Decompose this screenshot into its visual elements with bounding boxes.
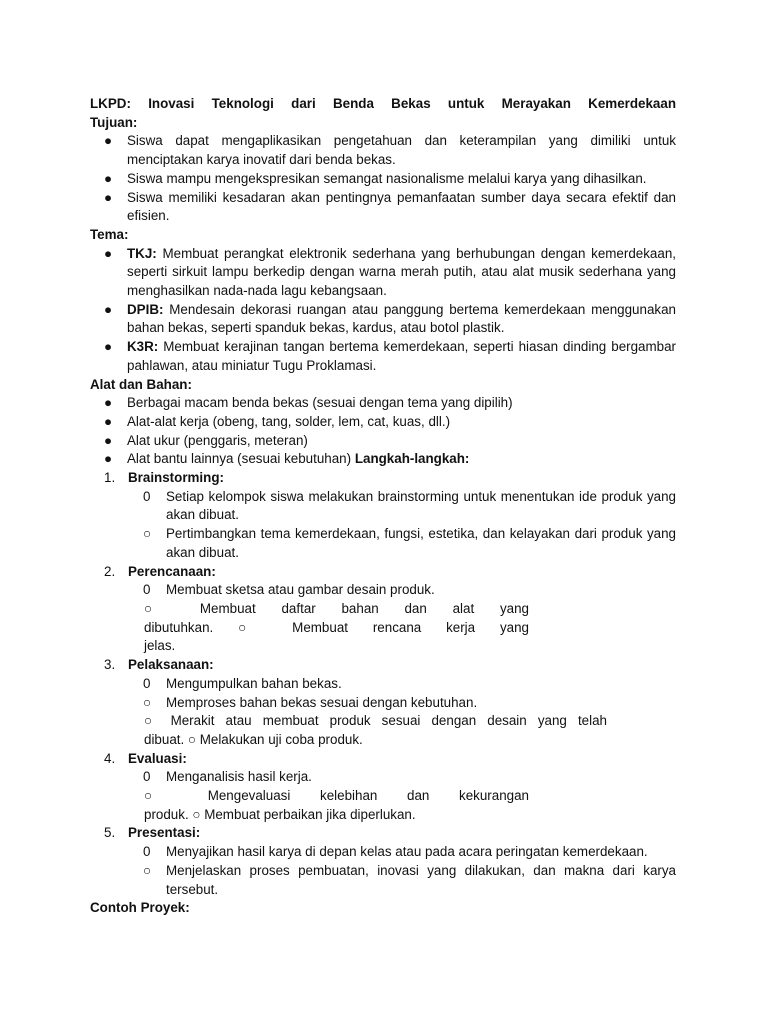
bullet-icon: ● (104, 301, 113, 317)
list-item: ● Berbagai macam benda bekas (sesuai dengan tema yang dipilih) (90, 394, 676, 413)
list-line: ○ Mengevaluasi kelebihan dan kekurangan (144, 788, 529, 804)
step-title: 2. Perencanaan: (104, 563, 216, 579)
step-title: 3. Pelaksanaan: (104, 657, 214, 673)
bullet-icon: ● (104, 245, 113, 261)
bullet-icon: ● (104, 133, 113, 149)
list-item: ● Alat bantu lainnya (sesuai kebutuhan) Langkah-langkah: (90, 450, 676, 469)
list-item: 0 Setiap kelompok siswa melakukan brainstorming untuk menentukan ide produk yang akan dibuat. (143, 488, 676, 523)
langkah-heading: Langkah-langkah: (354, 451, 470, 467)
list-item: ● Siswa mampu mengekspresikan semangat nasionalisme melalui karya yang dihasilkan. (90, 170, 676, 189)
bullet-icon: ● (104, 451, 113, 467)
list-item: ● Alat ukur (penggaris, meteran) (90, 432, 676, 451)
document-title: LKPD: Inovasi Teknologi dari Benda Bekas untuk Merayakan Kemerdekaan (90, 96, 676, 111)
step-title: 1. Brainstorming: (104, 470, 224, 486)
list-line: dibuat. ○ Melakukan uji coba produk. (144, 731, 363, 747)
bullet-icon: ● (104, 170, 113, 186)
bullet-icon: ● (104, 339, 113, 355)
step-title: 5. Presentasi: (104, 825, 201, 841)
list-line: ○ Merakit atau membuat produk sesuai dengan desain yang telah (144, 713, 607, 729)
tujuan-heading: Tujuan: (90, 114, 138, 130)
bullet-icon: ● (104, 432, 113, 448)
document-page (90, 95, 676, 918)
list-item: ○ Pertimbangkan tema kemerdekaan, fungsi, estetika, dan kelayakan dari produk yang akan dibuat. (143, 526, 676, 560)
step-title: 4. Evaluasi: (104, 750, 187, 766)
list-item: ● Siswa dapat mengaplikasikan pengetahuan dan keterampilan yang dimiliki untuk menciptakan karya inovatif dari benda bekas. (104, 133, 676, 168)
list-item: ○ Memproses bahan bekas sesuai dengan kebutuhan. (143, 694, 478, 710)
list-item: ● Alat-alat kerja (obeng, tang, solder, lem, cat, kuas, dll.) (90, 413, 676, 432)
list-item: ● DPIB: Mendesain dekorasi ruangan atau panggung bertema kemerdekaan menggunakan bahan bekas, seperti spanduk bekas, kardus, atau botol plastik. (104, 301, 676, 336)
list-item: 0 Mengumpulkan bahan bekas. (143, 675, 342, 691)
list-item: ○ Menjelaskan proses pembuatan, inovasi yang dilakukan, dan makna dari karya tersebut. (143, 862, 676, 897)
contoh-heading: Contoh Proyek: (90, 900, 190, 916)
alat-heading: Alat dan Bahan: (90, 376, 192, 392)
bullet-icon: ● (104, 395, 113, 411)
bullet-icon: ● (104, 413, 113, 429)
list-item: ● K3R: Membuat kerajinan tangan bertema kemerdekaan, seperti hiasan dinding bergambar pahlawan, atau miniatur Tugu Proklamasi. (104, 339, 676, 373)
list-item: 0 Membuat sketsa atau gambar desain produk. (143, 582, 435, 598)
list-line: dibutuhkan. ○ Membuat rencana kerja yang (144, 619, 529, 635)
list-item: ● Siswa memiliki kesadaran akan pentingnya pemanfaatan sumber daya secara efektif dan efisien. (104, 189, 676, 224)
tema-heading: Tema: (90, 226, 129, 242)
list-line: jelas. (144, 638, 176, 654)
list-line: ○ Membuat daftar bahan dan alat yang (144, 600, 529, 616)
list-item: 0 Menganalisis hasil kerja. (143, 769, 312, 785)
list-item: ● TKJ: Membuat perangkat elektronik sederhana yang berhubungan dengan kemerdekaan, seperti sirkuit lampu berkedip dengan warna merah putih, atau alat musik sederhana yang menghasilkan nada-nada lagu kebangsaan. (104, 245, 676, 299)
list-line: produk. ○ Membuat perbaikan jika diperlukan. (144, 806, 416, 822)
bullet-icon: ● (104, 189, 113, 205)
list-item: 0 Menyajikan hasil karya di depan kelas atau pada acara peringatan kemerdekaan. (143, 844, 648, 860)
